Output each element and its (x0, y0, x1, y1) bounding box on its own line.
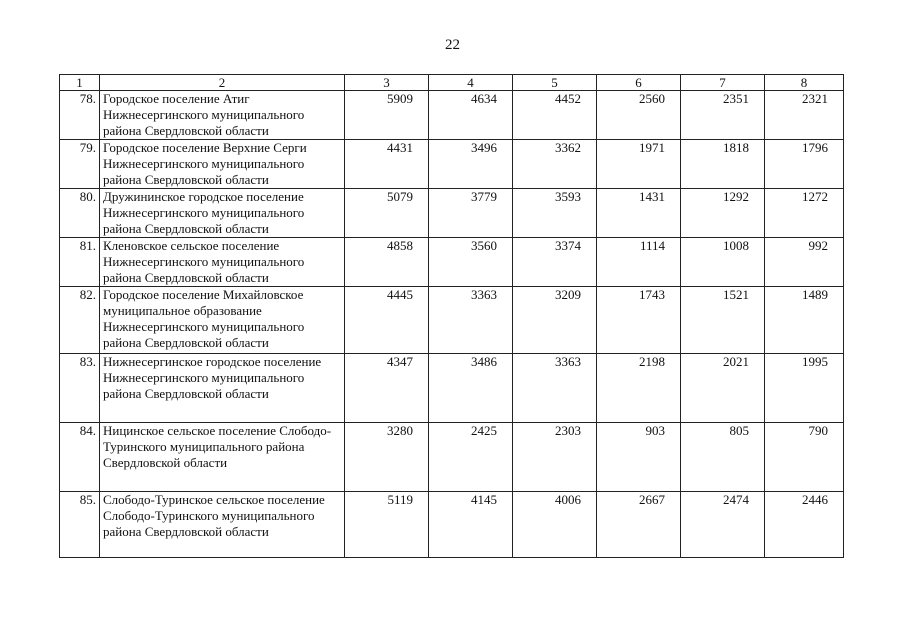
column-header: 5 (513, 75, 597, 91)
table-row (60, 189, 844, 238)
row-value (345, 189, 429, 238)
cell-value: 3593 (555, 189, 581, 204)
cell-value: 2667 (639, 492, 665, 507)
row-value (597, 140, 681, 189)
cell-value: 1743 (639, 287, 665, 302)
cell-value: 3209 (555, 287, 581, 302)
row-value (429, 354, 513, 423)
row-value (765, 354, 844, 423)
row-value (765, 492, 844, 558)
row-number: 81. (60, 238, 100, 287)
cell-value: 2321 (802, 91, 828, 106)
row-value (345, 354, 429, 423)
cell-value: 1818 (723, 140, 749, 155)
row-value (597, 492, 681, 558)
cell-value: 5119 (387, 492, 413, 507)
row-value (597, 189, 681, 238)
row-value (681, 287, 765, 354)
cell-value: 4858 (387, 238, 413, 253)
data-table (59, 74, 844, 558)
cell-value: 3280 (387, 423, 413, 438)
cell-value: 3363 (555, 354, 581, 369)
row-name: Городское поселение Михайловское муниципальное образование Нижнесергинского муниципального района Свердловской области (100, 287, 345, 354)
cell-value: 1292 (723, 189, 749, 204)
column-header: 1 (60, 75, 100, 91)
cell-value: 1489 (802, 287, 828, 302)
column-header: 4 (429, 75, 513, 91)
table-row (60, 91, 844, 140)
row-value (345, 238, 429, 287)
cell-value: 4431 (387, 140, 413, 155)
row-value (765, 287, 844, 354)
cell-value: 3560 (471, 238, 497, 253)
cell-value: 2560 (639, 91, 665, 106)
cell-value: 4347 (387, 354, 413, 369)
row-value (681, 91, 765, 140)
row-value (513, 189, 597, 238)
cell-value: 1114 (639, 238, 665, 253)
cell-value: 3779 (471, 189, 497, 204)
column-header: 3 (345, 75, 429, 91)
row-value (429, 423, 513, 492)
row-number: 85. (60, 492, 100, 558)
row-number: 79. (60, 140, 100, 189)
cell-value: 3374 (555, 238, 581, 253)
table-header-row (60, 75, 844, 91)
row-value (429, 189, 513, 238)
row-number: 80. (60, 189, 100, 238)
column-header: 2 (100, 75, 345, 91)
row-value (429, 492, 513, 558)
row-value (513, 91, 597, 140)
cell-value: 992 (808, 238, 828, 253)
row-value (513, 492, 597, 558)
row-value (513, 140, 597, 189)
row-value (345, 91, 429, 140)
row-value (597, 91, 681, 140)
cell-value: 2474 (723, 492, 749, 507)
cell-value: 3363 (471, 287, 497, 302)
cell-value: 2425 (471, 423, 497, 438)
row-value (513, 354, 597, 423)
row-value (345, 423, 429, 492)
row-value (513, 238, 597, 287)
row-value (681, 423, 765, 492)
cell-value: 2198 (639, 354, 665, 369)
row-number: 83. (60, 354, 100, 423)
row-value (681, 140, 765, 189)
row-name: Кленовское сельское поселение Нижнесергинского муниципального района Свердловской области (100, 238, 345, 287)
table-row (60, 287, 844, 354)
row-value (681, 238, 765, 287)
cell-value: 3486 (471, 354, 497, 369)
row-value (513, 423, 597, 492)
row-number: 82. (60, 287, 100, 354)
row-value (765, 189, 844, 238)
row-number: 78. (60, 91, 100, 140)
row-value (765, 423, 844, 492)
cell-value: 1796 (802, 140, 828, 155)
cell-value: 1008 (723, 238, 749, 253)
cell-value: 1272 (802, 189, 828, 204)
column-header: 8 (765, 75, 844, 91)
cell-value: 5909 (387, 91, 413, 106)
table-row (60, 140, 844, 189)
cell-value: 1995 (802, 354, 828, 369)
table-row (60, 492, 844, 558)
cell-value: 3362 (555, 140, 581, 155)
cell-value: 4634 (471, 91, 497, 106)
row-value (765, 91, 844, 140)
row-value (597, 238, 681, 287)
cell-value: 4145 (471, 492, 497, 507)
table-row (60, 238, 844, 287)
table-row (60, 423, 844, 492)
row-value (597, 423, 681, 492)
row-value (429, 140, 513, 189)
row-value (681, 189, 765, 238)
row-value (765, 140, 844, 189)
row-value (345, 140, 429, 189)
cell-value: 2446 (802, 492, 828, 507)
cell-value: 805 (729, 423, 749, 438)
cell-value: 790 (808, 423, 828, 438)
table-row (60, 354, 844, 423)
row-value (597, 354, 681, 423)
row-value (429, 238, 513, 287)
row-value (429, 91, 513, 140)
cell-value: 903 (645, 423, 665, 438)
cell-value: 2303 (555, 423, 581, 438)
row-value (597, 287, 681, 354)
cell-value: 2351 (723, 91, 749, 106)
row-name: Городское поселение Верхние Серги Нижнесергинского муниципального района Свердловской области (100, 140, 345, 189)
cell-value: 1521 (723, 287, 749, 302)
row-value (681, 354, 765, 423)
cell-value: 2021 (723, 354, 749, 369)
row-value (513, 287, 597, 354)
cell-value: 1971 (639, 140, 665, 155)
cell-value: 3496 (471, 140, 497, 155)
page-number: 22 (445, 37, 460, 53)
column-header: 6 (597, 75, 681, 91)
row-name: Слободо-Туринское сельское поселение Слободо-Туринского муниципального района Свердловской области (100, 492, 345, 558)
row-name: Дружининское городское поселение Нижнесергинского муниципального района Свердловской области (100, 189, 345, 238)
row-value (429, 287, 513, 354)
row-value (345, 287, 429, 354)
cell-value: 5079 (387, 189, 413, 204)
column-header: 7 (681, 75, 765, 91)
cell-value: 4452 (555, 91, 581, 106)
row-name: Городское поселение Атиг Нижнесергинского муниципального района Свердловской области (100, 91, 345, 140)
row-value (345, 492, 429, 558)
row-name: Нижнесергинское городское поселение Нижнесергинского муниципального района Свердловской области (100, 354, 345, 423)
cell-value: 4445 (387, 287, 413, 302)
row-name: Ницинское сельское поселение Слободо-Туринского муниципального района Свердловской области (100, 423, 345, 492)
row-value (765, 238, 844, 287)
row-value (681, 492, 765, 558)
row-number: 84. (60, 423, 100, 492)
cell-value: 4006 (555, 492, 581, 507)
cell-value: 1431 (639, 189, 665, 204)
